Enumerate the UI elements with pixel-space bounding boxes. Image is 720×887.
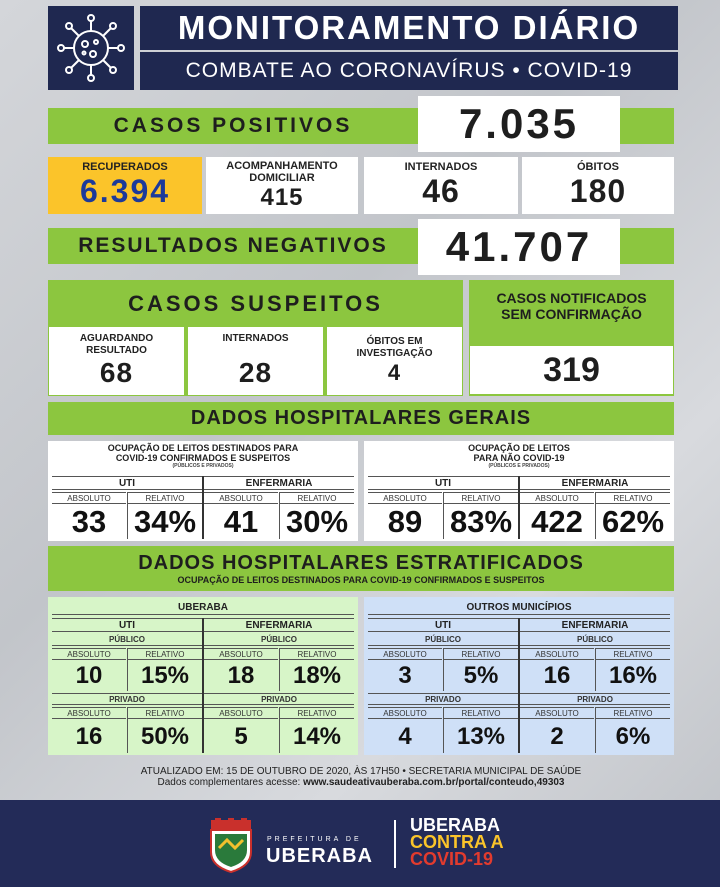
aguardando-value: 68 <box>99 357 134 388</box>
uberaba-pub-uti-abs: 10 <box>75 662 103 689</box>
covid-uti-rel: 34% <box>133 504 197 539</box>
outros-priv-enf-abs: 2 <box>550 723 564 750</box>
outros-priv-enf-rel-label: RELATIVO <box>596 707 670 719</box>
uberaba-uti-privado: PRIVADO <box>52 693 202 705</box>
outros-title: OUTROS MUNICÍPIOS <box>368 601 670 615</box>
internados-box <box>364 157 518 214</box>
acompanhamento-label: ACOMPANHAMENTO DOMICILIAR <box>226 159 338 184</box>
outros-enf-publico: PÚBLICO <box>520 634 670 646</box>
prefeitura-label: PREFEITURA DE <box>267 836 362 843</box>
covid-enf-rel: 30% <box>285 504 349 539</box>
update-prefix: Dados complementares acesse: <box>157 777 301 788</box>
outros-priv-uti-rel: 13% <box>456 723 506 750</box>
suspeitos-internados-box <box>188 327 323 395</box>
obitos-box <box>522 157 674 214</box>
uberaba-pub-enf-abs-label: ABSOLUTO <box>204 648 278 660</box>
uberaba-uti-header: UTI <box>52 618 202 632</box>
uberaba-pub-enf-rel: 18% <box>292 662 342 689</box>
outros-priv-uti-abs-label: ABSOLUTO <box>368 707 442 719</box>
non-covid-uti-rel-label: RELATIVO <box>444 492 518 504</box>
suspeitos-obitos-value: 4 <box>387 360 402 385</box>
recuperados-label: RECUPERADOS <box>82 161 168 173</box>
non-covid-uti-abs: 89 <box>387 504 423 539</box>
covid-enf-header: ENFERMARIA <box>204 476 354 490</box>
suspeitos-internados-value: 28 <box>238 357 273 388</box>
aguardando-label: AGUARDANDO RESULTADO <box>79 333 154 356</box>
outros-uti-privado: PRIVADO <box>368 693 518 705</box>
negativos-value: 41.707 <box>418 219 620 275</box>
hosp-estrat-header <box>48 546 674 591</box>
page-title: MONITORAMENTO DIÁRIO <box>140 6 678 50</box>
outros-pub-uti-abs: 3 <box>398 662 412 689</box>
obitos-label: ÓBITOS <box>577 161 619 173</box>
outros-priv-uti-abs: 4 <box>398 723 412 750</box>
uberaba-priv-enf-abs: 5 <box>234 723 248 750</box>
internados-value: 46 <box>422 173 460 209</box>
covid-enf-abs-label: ABSOLUTO <box>204 492 278 504</box>
non-covid-uti-abs-label: ABSOLUTO <box>368 492 442 504</box>
non-covid-uti-rel: 83% <box>449 504 513 539</box>
uberaba-pub-enf-abs: 18 <box>227 662 255 689</box>
outros-priv-enf-rel: 6% <box>615 723 651 750</box>
positivos-value: 7.035 <box>418 96 620 152</box>
outros-priv-uti-rel-label: RELATIVO <box>444 707 518 719</box>
outros-pub-uti-rel-label: RELATIVO <box>444 648 518 660</box>
outros-pub-enf-abs: 16 <box>543 662 571 689</box>
uberaba-priv-uti-rel: 50% <box>140 723 190 750</box>
footer-divider <box>394 820 396 868</box>
suspeitos-label: CASOS SUSPEITOS <box>128 291 383 316</box>
update-link[interactable]: www.saudeativauberaba.com.br/portal/conteudo,49303 <box>303 777 565 788</box>
uberaba-priv-enf-rel: 14% <box>292 723 342 750</box>
uberaba-pub-enf-rel-label: RELATIVO <box>280 648 354 660</box>
notificados-label: CASOS NOTIFICADOS SEM CONFIRMAÇÃO <box>496 290 647 322</box>
virus-logo <box>48 6 134 90</box>
covid-beds-table <box>48 441 358 541</box>
positivos-bar-end <box>620 108 674 144</box>
virus-icon <box>56 13 126 83</box>
non-covid-beds-title-1: OCUPAÇÃO DE LEITOS <box>468 443 570 453</box>
notificados-value: 319 <box>470 346 673 394</box>
campaign-line2: CONTRA A <box>410 832 504 852</box>
uberaba-priv-uti-rel-label: RELATIVO <box>128 707 202 719</box>
uberaba-pub-uti-rel: 15% <box>140 662 190 689</box>
footer <box>0 800 720 887</box>
uberaba-pub-uti-abs-label: ABSOLUTO <box>52 648 126 660</box>
update-line: ATUALIZADO EM: 15 DE OUTUBRO DE 2020, ÀS 17H50 • SECRETARIA MUNICIPAL DE SAÚDE <box>140 766 582 777</box>
hosp-estrat-title: DADOS HOSPITALARES ESTRATIFICADOS <box>138 552 584 574</box>
campaign-line1: UBERABA <box>410 815 500 835</box>
uberaba-priv-enf-rel-label: RELATIVO <box>280 707 354 719</box>
outros-table <box>364 597 674 755</box>
uberaba-enf-header: ENFERMARIA <box>204 618 354 632</box>
outros-uti-header: UTI <box>368 618 518 632</box>
positivos-label: CASOS POSITIVOS <box>48 108 418 144</box>
covid-uti-abs: 33 <box>71 504 107 539</box>
negativos-label: RESULTADOS NEGATIVOS <box>48 228 418 264</box>
non-covid-enf-rel: 62% <box>601 504 665 539</box>
uberaba-priv-uti-abs: 16 <box>75 723 103 750</box>
non-covid-beds-tiny: (PÚBLICOS E PRIVADOS) <box>488 463 550 469</box>
uberaba-title: UBERABA <box>52 601 354 615</box>
update-info <box>48 766 674 788</box>
obitos-value: 180 <box>569 173 627 209</box>
covid-enf-abs: 41 <box>223 504 259 539</box>
non-covid-enf-rel-label: RELATIVO <box>596 492 670 504</box>
non-covid-enf-header: ENFERMARIA <box>520 476 670 490</box>
internados-label: INTERNADOS <box>404 161 478 173</box>
outros-priv-enf-abs-label: ABSOLUTO <box>520 707 594 719</box>
uberaba-priv-enf-abs-label: ABSOLUTO <box>204 707 278 719</box>
non-covid-beds-title-2: PARA NÃO COVID-19 <box>473 453 565 463</box>
uberaba-uti-publico: PÚBLICO <box>52 634 202 646</box>
covid-enf-rel-label: RELATIVO <box>280 492 354 504</box>
city-name: UBERABA <box>266 845 373 867</box>
outros-pub-enf-abs-label: ABSOLUTO <box>520 648 594 660</box>
outros-enf-privado: PRIVADO <box>520 693 670 705</box>
aguardando-box <box>49 327 184 395</box>
non-covid-enf-abs: 422 <box>531 504 583 539</box>
covid-beds-tiny: (PÚBLICOS E PRIVADOS) <box>172 463 234 469</box>
suspeitos-obitos-box <box>327 327 462 395</box>
acompanhamento-box <box>206 157 358 214</box>
covid-uti-rel-label: RELATIVO <box>128 492 202 504</box>
outros-pub-uti-abs-label: ABSOLUTO <box>368 648 442 660</box>
outros-pub-uti-rel: 5% <box>463 662 499 689</box>
recuperados-box <box>48 157 202 214</box>
outros-pub-enf-rel-label: RELATIVO <box>596 648 670 660</box>
suspeitos-internados-label: INTERNADOS <box>222 333 289 344</box>
page-subtitle: COMBATE AO CORONAVÍRUS • COVID-19 <box>140 52 678 90</box>
hosp-gerais-title: DADOS HOSPITALARES GERAIS <box>48 402 674 435</box>
outros-uti-publico: PÚBLICO <box>368 634 518 646</box>
covid-beds-title-2: COVID-19 CONFIRMADOS E SUSPEITOS <box>115 453 291 463</box>
uberaba-priv-uti-abs-label: ABSOLUTO <box>52 707 126 719</box>
city-crest-icon <box>205 818 257 874</box>
uberaba-pub-uti-rel-label: RELATIVO <box>128 648 202 660</box>
hosp-estrat-subtitle: OCUPAÇÃO DE LEITOS DESTINADOS PARA COVID-19 CONFIRMADOS E SUSPEITOS <box>177 575 545 585</box>
covid-beds-title-1: OCUPAÇÃO DE LEITOS DESTINADOS PARA <box>107 443 299 453</box>
outros-pub-enf-rel: 16% <box>608 662 658 689</box>
non-covid-uti-header: UTI <box>368 476 518 490</box>
outros-enf-header: ENFERMARIA <box>520 618 670 632</box>
acompanhamento-value: 415 <box>260 183 304 211</box>
negativos-bar-end <box>620 228 674 264</box>
covid-uti-header: UTI <box>52 476 202 490</box>
non-covid-beds-table <box>364 441 674 541</box>
covid-uti-abs-label: ABSOLUTO <box>52 492 126 504</box>
uberaba-enf-publico: PÚBLICO <box>204 634 354 646</box>
non-covid-enf-abs-label: ABSOLUTO <box>520 492 594 504</box>
uberaba-enf-privado: PRIVADO <box>204 693 354 705</box>
recuperados-value: 6.394 <box>79 173 171 209</box>
uberaba-table <box>48 597 358 755</box>
campaign-line3: COVID-19 <box>410 849 494 869</box>
suspeitos-obitos-label: ÓBITOS EM INVESTIGAÇÃO <box>356 336 433 359</box>
